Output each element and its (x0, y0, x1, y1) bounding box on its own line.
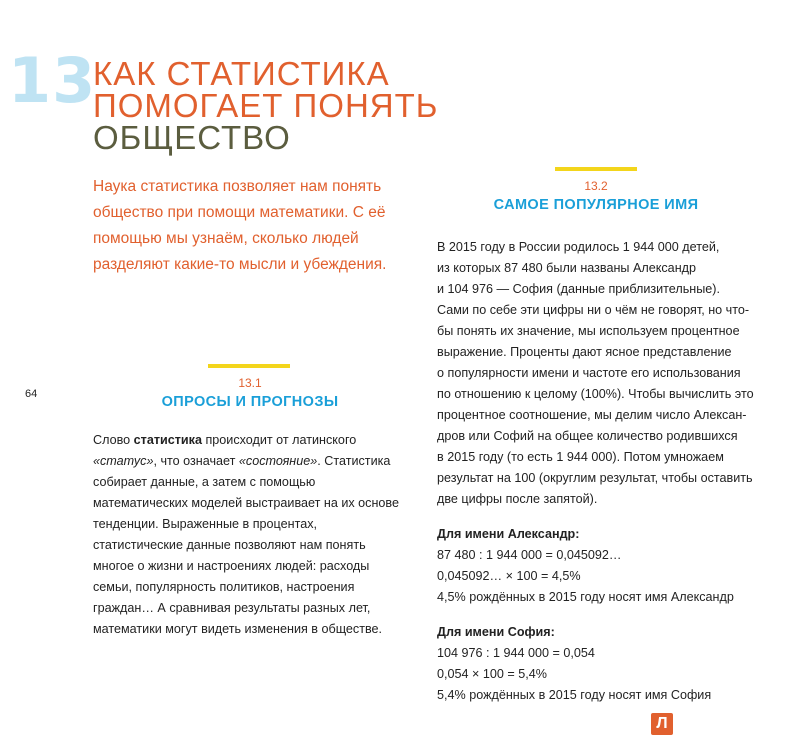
calc-heading-sofia: Для имени София: (437, 625, 555, 639)
calc-line: 4,5% рождённых в 2015 году носят имя Александр (437, 590, 734, 604)
calc-line: 5,4% рождённых в 2015 году носят имя София (437, 688, 712, 702)
body-text: происходит от латинского (201, 433, 357, 447)
text-line: процентное соотношение, мы делим число Алексан- (437, 408, 747, 422)
text-line: о популярности имени и частоте его использования (437, 366, 741, 380)
text-line: выражение. Проценты дают ясное представление (437, 345, 732, 359)
calc-line: 104 976 : 1 944 000 = 0,054 (437, 646, 595, 660)
chapter-intro: Наука статистика позволяет нам понять общество при помощи математики. С её помощью мы узнаём, сколько людей разделяют какие-то мысли и убеждения. (93, 178, 387, 273)
chapter-title-line-3: ОБЩЕСТВО (93, 119, 291, 156)
text-line: по отношению к целому (100%). Чтобы вычислить это (437, 387, 754, 401)
body-text: . Статистика собирает данные, а затем с помощью математических моделей выстраивает на их основе тенденции. Выраженные в процентах, статистические данные позволяют нам понять многое о жизни и настроениях людей: расходы семьи, популярность политиков, настроения граждан… А сравнивая результаты разных лет, математики могут видеть изменения в обществе. (93, 454, 399, 636)
text-line: и 104 976 — София (данные приблизительные). (437, 282, 720, 296)
text-line: Сами по себе эти цифры ни о чём не говорят, но что- (437, 303, 750, 317)
text-line: бы понять их значение, мы используем процентное (437, 324, 740, 338)
text-line: две цифры после запятой). (437, 492, 598, 506)
section-1-body (93, 430, 410, 640)
section-1-number: 13.1 (238, 376, 262, 390)
page-number: 64 (25, 388, 38, 400)
text-line: результат на 100 (округлим результат, чтобы оставить (437, 471, 753, 485)
chapter-title-line-1: КАК СТАТИСТИКА (93, 55, 390, 92)
text-line: дров или Софий на общее количество родившихся (437, 429, 738, 443)
term-meaning: «состояние» (238, 454, 318, 468)
calc-line: 0,045092… × 100 = 4,5% (437, 569, 581, 583)
text-line: В 2015 году в России родилось 1 944 000 детей, (437, 240, 720, 254)
section-1-title: ОПРОСЫ И ПРОГНОЗЫ (161, 394, 339, 410)
text-line: из которых 87 480 были названы Александр (437, 261, 696, 275)
calc-line: 87 480 : 1 944 000 = 0,045092… (437, 548, 622, 562)
text-line: в 2015 году (то есть 1 944 000). Потом умножаем (437, 450, 724, 464)
chapter-number: 13 (8, 44, 97, 117)
chapter-title (93, 55, 439, 156)
spacer (437, 510, 782, 524)
latin-term: «статус» (93, 454, 154, 468)
term-statistics: статистика (133, 433, 202, 447)
chapter-title-line-2: ПОМОГАЕТ ПОНЯТЬ (93, 87, 439, 124)
section-2-number: 13.2 (584, 179, 608, 193)
section-2-body (437, 237, 782, 706)
section-1-divider (208, 364, 290, 368)
calc-heading-alexander: Для имени Александр: (437, 527, 580, 541)
section-2-title: САМОЕ ПОПУЛЯРНОЕ ИМЯ (493, 197, 699, 213)
body-text: , что означает (153, 454, 239, 468)
section-2-divider (555, 167, 637, 171)
publisher-logo: Л (651, 713, 673, 735)
body-text: Слово (93, 433, 134, 447)
section-1-paragraph (93, 430, 410, 640)
spacer (437, 608, 782, 622)
calc-line: 0,054 × 100 = 5,4% (437, 667, 547, 681)
